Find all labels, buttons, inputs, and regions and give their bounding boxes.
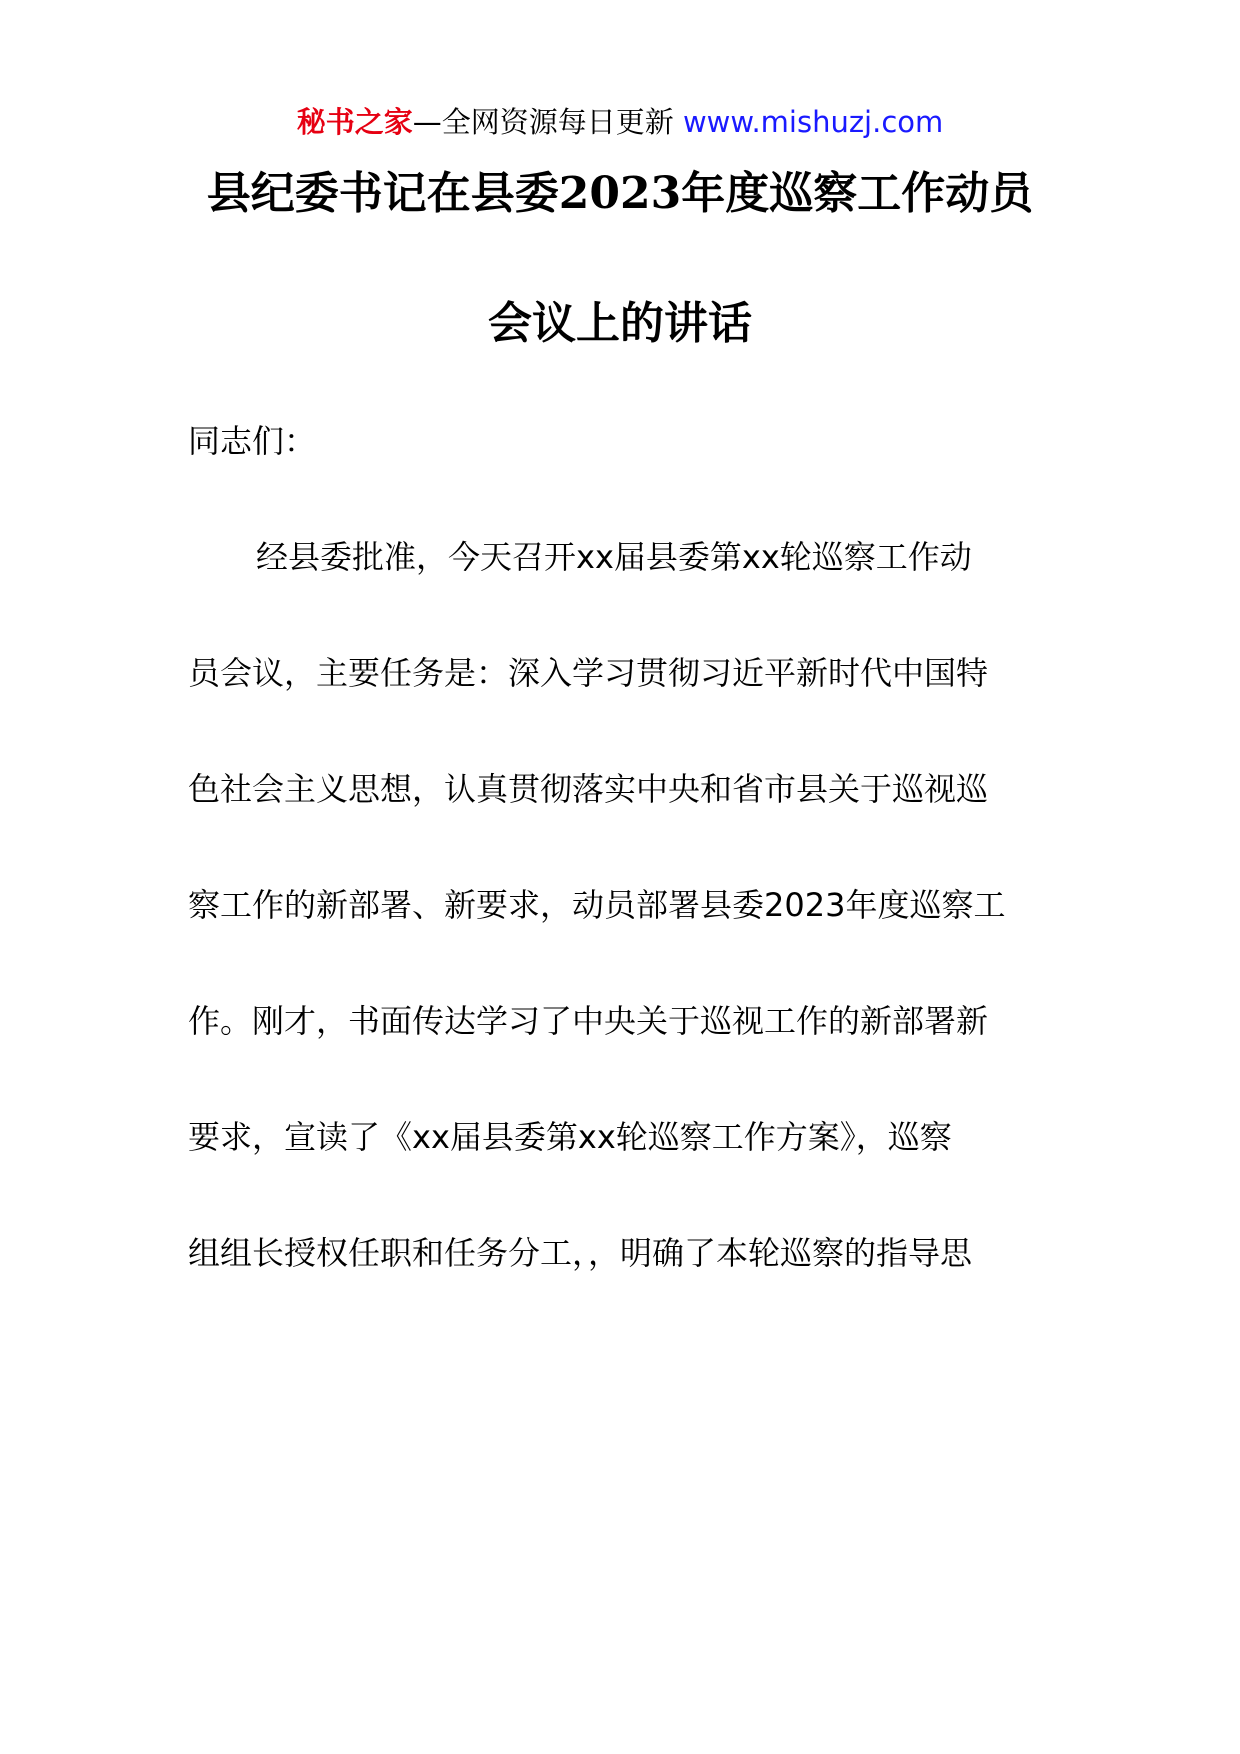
body-line: 要求，宣读了《xx届县委第xx轮巡察工作方案》，巡察: [188, 1118, 952, 1156]
document-title-line-1: 县纪委书记在县委2023年度巡察工作动员: [206, 168, 1034, 219]
body-line: 员会议，主要任务是：深入学习贯彻习近平新时代中国特: [188, 654, 989, 692]
header-tagline: —全网资源每日更新: [412, 105, 683, 139]
body-line: 色社会主义思想，认真贯彻落实中央和省市县关于巡视巡: [188, 770, 989, 808]
body-line: 经县委批准，今天召开xx届县委第xx轮巡察工作动: [256, 538, 972, 576]
body-line: 组组长授权任职和任务分工，，明确了本轮巡察的指导思: [188, 1234, 973, 1272]
document-title-line-2: 会议上的讲话: [488, 298, 752, 349]
body-line: 察工作的新部署、新要求，动员部署县委2023年度巡察工: [188, 886, 1006, 924]
site-url-link[interactable]: www.mishuzj.com: [682, 105, 944, 139]
body-line: 作。刚才，书面传达学习了中央关于巡视工作的新部署新: [188, 1002, 989, 1040]
brand-name: 秘书之家: [296, 105, 413, 139]
salutation: 同志们：: [188, 422, 317, 460]
site-header: [0, 100, 1240, 144]
